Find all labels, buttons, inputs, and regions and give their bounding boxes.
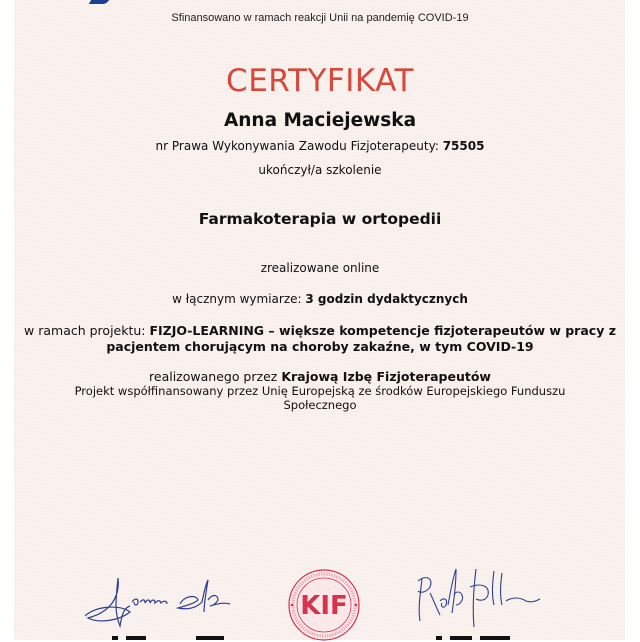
- license-line: [0, 139, 640, 153]
- right-signature: [410, 565, 560, 630]
- duration-label: w łącznym wymiarze:: [172, 292, 302, 306]
- realized-label: realizowanego przez: [149, 369, 278, 384]
- left-signatory-name-cropped-2: [126, 636, 146, 640]
- realized-by: Krajową Izbę Fizjoterapeutów: [281, 369, 491, 384]
- right-signatory-name-cropped: [436, 636, 442, 640]
- license-number: 75505: [442, 139, 485, 153]
- license-label: nr Prawa Wykonywania Zawodu Fizjoterapeuty:: [155, 139, 439, 153]
- cofinancing-note: [0, 384, 640, 412]
- cofinancing-text: Projekt współfinansowany przez Unię Europejską ze środków Europejskiego Funduszu Społecznego: [74, 384, 566, 412]
- kif-seal: [287, 568, 361, 642]
- certificate-title: CERTYFIKAT: [226, 63, 414, 99]
- duration-value: 3 godzin dydaktycznych: [305, 292, 468, 306]
- project-name: FIZJO-LEARNING – większe kompetencje fizjoterapeutów w pracy z pacjentem chorującym na choroby zakaźne, w tym COVID-19: [106, 323, 616, 354]
- right-signatory-name-cropped-3: [480, 636, 510, 640]
- delivery-mode: zrealizowane online: [260, 261, 380, 275]
- seal-logo-text: KIF: [300, 591, 348, 621]
- left-signatory-name-cropped-3: [196, 636, 224, 640]
- duration-line: [0, 292, 640, 306]
- left-signature: [80, 568, 240, 628]
- project-line: [0, 323, 640, 355]
- completed-text: ukończył/a szkolenie: [258, 163, 382, 177]
- left-signatory-name-cropped: [112, 636, 118, 640]
- funding-note: Sfinansowano w ramach reakcji Unii na pandemię COVID-19: [171, 12, 469, 24]
- project-label: w ramach projektu:: [24, 323, 146, 338]
- recipient-name: Anna Maciejewska: [223, 110, 417, 131]
- realized-line: [0, 369, 640, 384]
- right-signatory-name-cropped-2: [450, 636, 472, 640]
- course-title: Farmakoterapia w ortopedii: [198, 210, 442, 228]
